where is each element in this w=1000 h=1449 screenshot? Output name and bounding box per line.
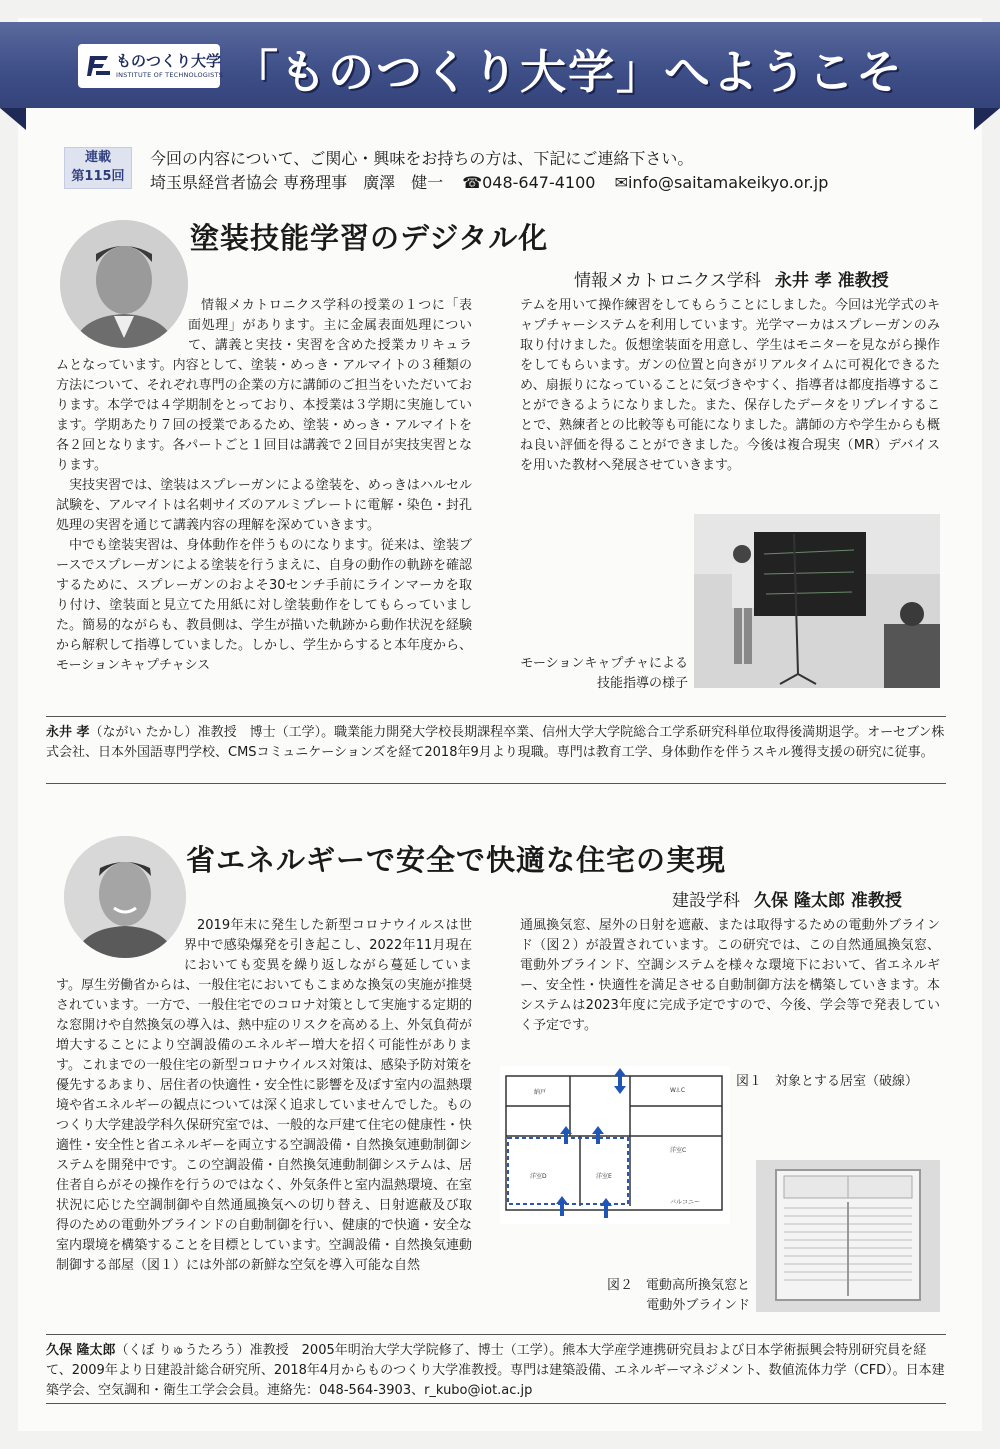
- article2-paragraph: 2019年末に発生した新型コロナウイルスは世界中で感染爆発を引き起こし、2022年11月現在においても変異を繰り返しながら蔓延しています。厚生労働省からは、一般住宅においてもこまめな換気の実施が推奨されています。一方で、一般住宅でのコロナ対策として実施する定期的な窓開けや自然換気の導入は、熱中症のリスクを高める上、外気負荷が増大することにより空調設備のエネルギー増大を招く可能性があります。これまでの一般住宅の新型コロナウイルス対策は、感染予防対策を優先するあまり、居住者の快適性・安全性に影響を及ぼす室内の温熱環境や省エネルギーの観点については深く追求していませんでした。ものつくり大学建設学科久保研究室では、一般的な戸建て住宅の健康性・快適性・安全性と省エネルギーを両立する空調設備・自然換気連動制御システムを開発中です。この空調設備・自然換気連動制御システムは、居住者自らがその操作を行うのではなく、外気条件と室内温熱環境、在室状況に応じた空調制御や自然通風換気への切り替え、日射遮蔽及び取得のための電動外ブラインドの自動制御を行い、健康的で快適・安全な室内環境を構築することを目標としています。空調設備・自然換気連動制御する部屋（図１）には外部の新鮮な空気を導入可能な自然: [56, 918, 473, 1273]
- caption-line: 技能指導の様子: [596, 676, 688, 691]
- banner-fold-left: [0, 108, 26, 130]
- article2-author: [672, 886, 902, 911]
- floor-plan-figure: [500, 1066, 730, 1224]
- banner-fold-right: [974, 108, 1000, 130]
- article2-column-2: [520, 916, 940, 1036]
- caption-line: 図２ 電動高所換気窓と: [606, 1278, 750, 1293]
- article1-paragraph: 中でも塗装実習は、身体動作を伴うものになります。従来は、塗装ブースでスプレーガンによる塗装を行うまえに、自身の動作の軌跡を確認するために、スプレーガンのおよそ30センチ手前にラインマーカを取り付け、塗装面と見立てた用紙に対し塗装動作をしてもらっていました。簡易的ながらも、教員側は、学生が描いた軌跡から動作状況を経験から解釈して指導していました。しかし、学生からすると本年度から、モーションキャプチャシス: [56, 538, 473, 673]
- plan-label-room-e: 洋室E: [596, 1173, 612, 1180]
- author-bio-kubo: [46, 1334, 946, 1404]
- article2-column-1: [56, 916, 472, 1276]
- bio-text: （ながい たかし）准教授 博士（工学）。職業能力開発大学校長期課程卒業、信州大学大学院総合工学系研究科単位取得後満期退学。オーセブン株式会社、日本外国語専門学校、CMSコミュニケーションズを経て2018年9月より現職。専門は教育工学、身体動作を伴うスキル獲得支援の研究に従事。: [46, 725, 945, 760]
- bio-text: （くぼ りゅうたろう）准教授 2005年明治大学大学院修了、博士（工学）。熊本大学産学連携研究員および日本学術振興会特別研究員を経て、2009年より日建設計総合研究所、2018年4月からものつくり大学准教授。専門は建築設備、エネルギーマネジメント、数値流体力学（CFD）。日本建築学会、空気調和・衛生工学会会員。連絡先：048-564-3903、r_kubo@iot.ac.jp: [46, 1343, 945, 1398]
- logo-mark-icon: [86, 52, 112, 80]
- plan-label-room-c: 洋室C: [670, 1147, 687, 1154]
- article1-column-1: [56, 296, 472, 676]
- plan-label-storage: 納戸: [534, 1089, 547, 1096]
- article2-author-name: 久保 隆太郎 准教授: [754, 891, 902, 911]
- author-bio-nagai: [46, 716, 946, 784]
- figure2-caption: [560, 1276, 750, 1316]
- bio-name: 永井 孝: [46, 725, 90, 740]
- logo-subtext: INSTITUTE OF TECHNOLOGISTS: [116, 71, 223, 79]
- serial-line-2: 第115回: [71, 169, 125, 184]
- page-title: 「ものつくり大学」へようこそ: [232, 45, 904, 99]
- article2-title: 省エネルギーで安全で快適な住宅の実現: [186, 843, 727, 877]
- article1-author: [574, 266, 889, 291]
- serial-line-1: 連載: [84, 150, 111, 165]
- window-blind-photo: [756, 1160, 940, 1312]
- article1-paragraph: 実技実習では、塗装はスプレーガンによる塗装を、めっきはハルセル試験を、アルマイトは名刺サイズのアルミプレートに電解・染色・封孔処理の実習を通じて講義内容の理解を深めていきます。: [56, 478, 472, 533]
- university-logo: [78, 44, 223, 88]
- photo-wrap-spacer: [56, 296, 188, 356]
- article1-dept: 情報メカトロニクス学科: [574, 271, 761, 291]
- photo-wrap-spacer: [56, 916, 184, 976]
- article1-title: 塗装技能学習のデジタル化: [190, 221, 549, 255]
- article2-paragraph: 通風換気窓、屋外の日射を遮蔽、または取得するための電動外ブラインド（図２）が設置されています。この研究では、この自然通風換気窓、電動外ブラインド、空調システムを様々な環境下において、省エネルギー、安全性・快適性を満足させる自動制御方法を構築していきます。本システムは2023年度に完成予定ですので、今後、学会等で発表していく予定です。: [520, 918, 940, 1033]
- article1-author-name: 永井 孝 准教授: [774, 271, 889, 291]
- plan-label-wic: W.I.C: [670, 1087, 686, 1094]
- floor-plan-image: [500, 1066, 730, 1224]
- logo-text: ものつくり大学: [116, 52, 222, 70]
- article1-column-2: [520, 296, 940, 476]
- contact-details: [150, 170, 842, 193]
- caption-line: モーションキャプチャによる: [520, 656, 688, 671]
- plan-label-balcony: バルコニー: [670, 1199, 701, 1206]
- motion-capture-image: [694, 514, 940, 688]
- article1-paragraph: 情報メカトロニクス学科の授業の１つに「表面処理」があります。主に金属表面処理について、講義と実技・実習を含めた授業カリキュラムとなっています。内容として、塗装・めっき・アルマイトの３種類の方法について、それぞれ専門の企業の方に講師のご担当をいただいております。本学では４学期制をとっており、本授業は３学期に実施しています。学期あたり７回の授業であるため、塗装・めっき・アルマイトを各２回となります。各パートごと１回目は講義で２回目が実技実習となります。: [56, 298, 472, 473]
- contact-org: 埼玉県経営者協会 専務理事 廣澤 健一: [150, 173, 444, 192]
- article1-paragraph: テムを用いて操作練習をしてもらうことにしました。今回は光学式のキャプチャーシステムを利用しています。光学マーカはスプレーガンのみ取り付けました。仮想塗装面を用意し、学生はモニターを見ながら操作をしてもらいます。ガンの位置と向きがリアルタイムに可視化できるため、扇振りになっていることに気づきやすく、指導者は都度指導することができるようになりました。また、保存したデータをリプレイすることで、熟練者との比較等も可能になりました。講師の方や学生からも概ね良い評価を得ることができました。今後は複合現実（MR）デバイスを用いた教材へ発展させていきます。: [520, 298, 940, 473]
- motion-capture-photo: [694, 514, 940, 688]
- plan-label-room-d: 洋室D: [530, 1173, 547, 1180]
- caption-line: 電動外ブラインド: [646, 1298, 750, 1313]
- contact-email: ✉info@saitamakeikyo.or.jp: [614, 173, 829, 192]
- serial-badge: [64, 147, 132, 189]
- figure1-caption: 図１ 対象とする居室（破線）: [736, 1074, 919, 1089]
- contact-intro: 今回の内容について、ご関心・興味をお持ちの方は、下記にご連絡下さい。: [150, 149, 694, 168]
- bio-name: 久保 隆太郎: [46, 1343, 116, 1358]
- window-blind-image: [756, 1160, 940, 1312]
- motion-capture-caption: [500, 654, 688, 694]
- contact-phone: ☎048-647-4100: [462, 173, 596, 192]
- article2-dept: 建設学科: [672, 891, 740, 911]
